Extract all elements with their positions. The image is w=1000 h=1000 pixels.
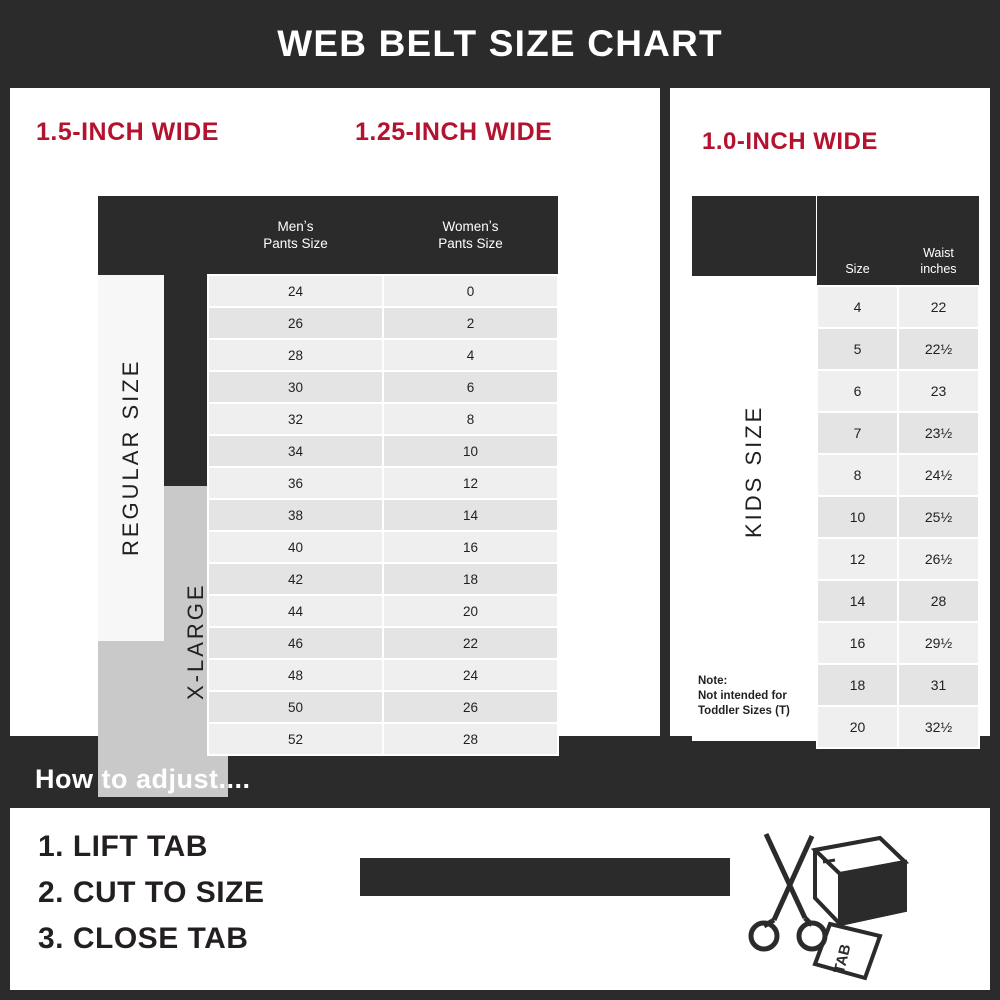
kids-size-cell: 7 xyxy=(817,412,898,454)
mens-size-cell: 34 xyxy=(208,435,383,467)
mens-size-cell: 52 xyxy=(208,723,383,755)
kids-size-panel xyxy=(670,88,990,736)
adult-side-cell xyxy=(98,403,208,435)
womens-size-cell: 16 xyxy=(383,531,558,563)
kids-note-line1: Note: xyxy=(698,675,728,687)
table-row xyxy=(817,706,979,748)
adult-side-cell xyxy=(98,531,208,563)
womens-size-cell: 26 xyxy=(383,691,558,723)
womens-size-cell: 4 xyxy=(383,339,558,371)
kids-waist-header-line2: inches xyxy=(920,262,957,276)
mens-size-cell: 50 xyxy=(208,691,383,723)
kids-size-cell: 16 xyxy=(817,622,898,664)
kids-table-wrap xyxy=(692,196,978,741)
table-row xyxy=(98,339,558,371)
table-row xyxy=(817,580,979,622)
kids-size-cell: 5 xyxy=(817,328,898,370)
howto-step-2: 2. CUT TO SIZE xyxy=(38,876,265,909)
kids-note-line2: Not intended for xyxy=(698,690,787,702)
mens-size-cell: 26 xyxy=(208,307,383,339)
womens-size-cell: 28 xyxy=(383,723,558,755)
mens-size-cell: 48 xyxy=(208,659,383,691)
adult-side-cell xyxy=(98,627,208,659)
mens-size-cell: 44 xyxy=(208,595,383,627)
table-row xyxy=(98,435,558,467)
adult-side-cell xyxy=(98,595,208,627)
womens-size-cell: 6 xyxy=(383,371,558,403)
kids-waist-cell: 25½ xyxy=(898,496,979,538)
kids-size-cell: 10 xyxy=(817,496,898,538)
womens-size-cell: 8 xyxy=(383,403,558,435)
table-row xyxy=(817,286,979,328)
mens-header-line2: Pants Size xyxy=(263,236,328,251)
heading-1-25-inch: 1.25-INCH WIDE xyxy=(355,118,553,146)
kids-size-cell: 4 xyxy=(817,286,898,328)
howto-step-1: 1. LIFT TAB xyxy=(38,830,208,863)
womens-size-cell: 22 xyxy=(383,627,558,659)
adult-side-cell xyxy=(98,435,208,467)
kids-waist-header-line1: Waist xyxy=(923,246,954,260)
adult-side-header-spacer xyxy=(98,196,208,275)
table-row xyxy=(817,538,979,580)
adult-side-cell xyxy=(98,307,208,339)
adult-side-cell xyxy=(98,499,208,531)
table-row xyxy=(817,454,979,496)
kids-size-table xyxy=(816,196,980,749)
womens-size-cell: 18 xyxy=(383,563,558,595)
table-row xyxy=(98,467,558,499)
kids-note-line3: Toddler Sizes (T) xyxy=(698,705,790,717)
kids-waist-cell: 29½ xyxy=(898,622,979,664)
table-row xyxy=(98,371,558,403)
kids-size-cell: 20 xyxy=(817,706,898,748)
adult-side-cell xyxy=(98,563,208,595)
womens-size-cell: 10 xyxy=(383,435,558,467)
table-row xyxy=(817,328,979,370)
adult-table-body xyxy=(98,275,558,755)
kids-table-header-row xyxy=(817,196,979,286)
kids-waist-cell: 26½ xyxy=(898,538,979,580)
kids-waist-cell: 28 xyxy=(898,580,979,622)
page-title: WEB BELT SIZE CHART xyxy=(277,23,723,64)
kids-waist-cell: 24½ xyxy=(898,454,979,496)
kids-table-body xyxy=(817,286,979,748)
adult-side-cell xyxy=(98,659,208,691)
table-row xyxy=(817,664,979,706)
table-row xyxy=(98,563,558,595)
adult-side-cell xyxy=(98,275,208,307)
adult-side-cell xyxy=(98,339,208,371)
table-row xyxy=(817,412,979,454)
adult-size-table xyxy=(98,196,559,756)
table-row xyxy=(817,496,979,538)
mens-size-cell: 42 xyxy=(208,563,383,595)
regular-size-label: REGULAR SIZE xyxy=(118,358,143,557)
womens-size-cell: 0 xyxy=(383,275,558,307)
table-row xyxy=(98,691,558,723)
table-row xyxy=(98,659,558,691)
mens-size-cell: 28 xyxy=(208,339,383,371)
womens-size-cell: 14 xyxy=(383,499,558,531)
kids-waist-cell: 31 xyxy=(898,664,979,706)
adult-size-panel xyxy=(10,88,660,747)
mens-pants-size-header xyxy=(208,196,383,275)
table-row xyxy=(98,499,558,531)
kids-size-label: KIDS SIZE xyxy=(741,404,766,538)
kids-size-cell: 14 xyxy=(817,580,898,622)
kids-size-cell: 18 xyxy=(817,664,898,706)
table-row xyxy=(817,622,979,664)
mens-size-cell: 46 xyxy=(208,627,383,659)
kids-waist-cell: 22 xyxy=(898,286,979,328)
table-row xyxy=(817,370,979,412)
womens-pants-size-header xyxy=(383,196,558,275)
kids-waist-cell: 23½ xyxy=(898,412,979,454)
kids-waist-cell: 22½ xyxy=(898,328,979,370)
table-row xyxy=(98,627,558,659)
womens-size-cell: 24 xyxy=(383,659,558,691)
mens-size-cell: 32 xyxy=(208,403,383,435)
table-row xyxy=(98,275,558,307)
womens-header-line1: Womenʼs xyxy=(442,219,499,234)
adult-table-header-row xyxy=(98,196,558,275)
kids-waist-header xyxy=(898,196,979,286)
mens-size-cell: 36 xyxy=(208,467,383,499)
table-row xyxy=(98,595,558,627)
womens-size-cell: 20 xyxy=(383,595,558,627)
adult-side-cell xyxy=(98,691,208,723)
mens-size-cell: 30 xyxy=(208,371,383,403)
mens-size-cell: 38 xyxy=(208,499,383,531)
heading-1-5-inch: 1.5-INCH WIDE xyxy=(36,118,219,146)
belt-tab-text: TAB xyxy=(830,942,855,976)
kids-size-cell: 8 xyxy=(817,454,898,496)
adult-side-cell xyxy=(98,467,208,499)
womens-size-cell: 12 xyxy=(383,467,558,499)
page-title-bar xyxy=(10,10,990,78)
belt-strap xyxy=(360,858,730,896)
heading-1-0-inch: 1.0-INCH WIDE xyxy=(702,128,878,155)
kids-band-header xyxy=(692,196,816,276)
kids-size-cell: 6 xyxy=(817,370,898,412)
table-row xyxy=(98,307,558,339)
belt-buckle xyxy=(815,838,905,924)
kids-waist-cell: 23 xyxy=(898,370,979,412)
belt-illustration xyxy=(360,832,970,982)
charts-area xyxy=(10,78,990,746)
mens-header-line1: Menʼs xyxy=(277,219,314,234)
kids-size-header: Size xyxy=(817,196,898,286)
kids-size-cell: 12 xyxy=(817,538,898,580)
howto-adjust-bar xyxy=(10,750,990,808)
howto-adjust-label: How to adjust.... xyxy=(35,763,251,794)
kids-note xyxy=(698,674,816,719)
kids-waist-cell: 32½ xyxy=(898,706,979,748)
howto-step-3: 3. CLOSE TAB xyxy=(38,922,249,955)
table-row xyxy=(98,403,558,435)
howto-adjust-panel xyxy=(10,808,990,990)
womens-size-cell: 2 xyxy=(383,307,558,339)
adult-side-cell xyxy=(98,371,208,403)
xlarge-size-label: X-LARGE xyxy=(183,582,208,701)
womens-header-line2: Pants Size xyxy=(438,236,503,251)
mens-size-cell: 40 xyxy=(208,531,383,563)
howto-steps xyxy=(38,824,264,962)
table-row xyxy=(98,531,558,563)
mens-size-cell: 24 xyxy=(208,275,383,307)
